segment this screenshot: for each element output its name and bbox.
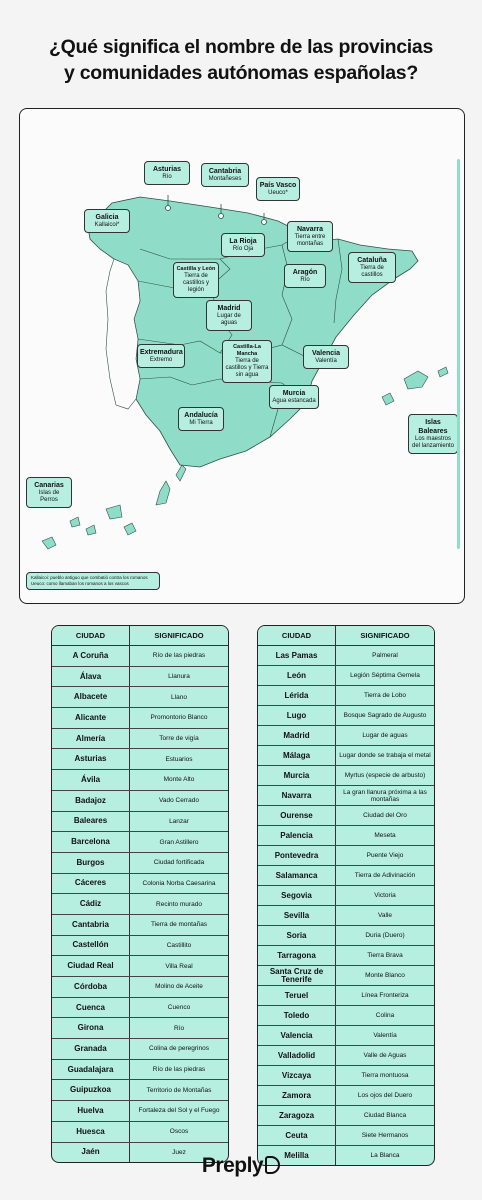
table-row xyxy=(258,806,434,826)
label-aragon: Aragón Río xyxy=(284,264,326,288)
cell-significado: Vado Cerrado xyxy=(159,797,199,805)
cell-ciudad: Salamanca xyxy=(258,866,336,885)
table-row xyxy=(258,1066,434,1086)
cell-significado: Ciudad fortificada xyxy=(153,859,205,867)
cell-ciudad: Baleares xyxy=(52,812,130,832)
table-row xyxy=(258,886,434,906)
table-row xyxy=(52,1060,228,1081)
cell-significado: Cuenco xyxy=(167,1004,191,1012)
cell-significado: Oscos xyxy=(169,1128,189,1136)
cell-ciudad: Albacete xyxy=(52,687,130,707)
cell-ciudad: Segovia xyxy=(258,886,336,905)
cell-significado: Llanura xyxy=(168,673,190,681)
cell-significado: Torre de vigía xyxy=(159,735,199,743)
table-row xyxy=(258,1046,434,1066)
label-cantabria: Cantabria Montañeses xyxy=(201,163,249,187)
cell-significado: Fortaleza del Sol y el Fuego xyxy=(138,1107,220,1115)
cell-significado: Castillito xyxy=(166,941,192,949)
table-row xyxy=(258,866,434,886)
cell-ciudad: A Coruña xyxy=(52,646,130,666)
cell-ciudad: Ceuta xyxy=(258,1126,336,1145)
cell-ciudad: Teruel xyxy=(258,986,336,1005)
table-row xyxy=(258,666,434,686)
table-row xyxy=(258,986,434,1006)
cell-significado: Los ojos del Duero xyxy=(357,1092,413,1099)
label-murcia: Murcia Agua estancada xyxy=(269,385,319,409)
header-ciudad: CIUDAD xyxy=(258,626,336,645)
cell-significado: Llano xyxy=(171,693,187,701)
table-row xyxy=(258,906,434,926)
table-row xyxy=(258,946,434,966)
cell-ciudad: Lugo xyxy=(258,706,336,725)
table-row xyxy=(52,874,228,895)
label-galicia: Galicia Kallaicoi* xyxy=(84,209,130,233)
page-title xyxy=(0,34,482,86)
baleares-shape xyxy=(404,371,428,389)
cell-significado: Myrtus (especie de arbusto) xyxy=(344,772,426,779)
cell-ciudad: Jaén xyxy=(52,1143,130,1163)
table-header xyxy=(52,626,228,646)
spain-map-card xyxy=(19,108,465,604)
table-row xyxy=(52,646,228,667)
table-row xyxy=(52,687,228,708)
table-row xyxy=(258,926,434,946)
table-row xyxy=(258,1086,434,1106)
cell-ciudad: Barcelona xyxy=(52,832,130,852)
cell-significado: Palmeral xyxy=(372,652,398,659)
table-row xyxy=(52,708,228,729)
cell-ciudad: Murcia xyxy=(258,766,336,785)
cell-significado: Duria (Duero) xyxy=(365,932,405,939)
cell-ciudad: Cáceres xyxy=(52,874,130,894)
cell-ciudad: Huelva xyxy=(52,1101,130,1121)
cell-significado: Ciudad Blanca xyxy=(363,1112,407,1119)
cell-significado: Monte Alto xyxy=(163,776,195,784)
cell-ciudad: Girona xyxy=(52,1018,130,1038)
cell-significado: Siete Hermanos xyxy=(361,1132,409,1139)
table-header xyxy=(258,626,434,646)
cell-ciudad: Ourense xyxy=(258,806,336,825)
table-row xyxy=(52,1101,228,1122)
table-row xyxy=(52,1018,228,1039)
cell-ciudad: Melilla xyxy=(258,1146,336,1165)
cell-significado: Meseta xyxy=(374,832,396,839)
table-right xyxy=(257,625,435,1166)
label-andalucia: Andalucía Mi Tierra xyxy=(178,407,224,431)
cell-ciudad: Pontevedra xyxy=(258,846,336,865)
cell-significado: Tierra Brava xyxy=(367,952,403,959)
cell-ciudad: Soria xyxy=(258,926,336,945)
cell-ciudad: Valencia xyxy=(258,1026,336,1045)
cell-ciudad: Madrid xyxy=(258,726,336,745)
header-ciudad: CIUDAD xyxy=(52,626,130,645)
cell-ciudad: Las Pamas xyxy=(258,646,336,665)
label-la-rioja: La Rioja Río Oja xyxy=(221,233,265,257)
cell-ciudad: Zamora xyxy=(258,1086,336,1105)
table-row xyxy=(52,832,228,853)
cell-ciudad: Lérida xyxy=(258,686,336,705)
cell-significado: Colina de peregrinos xyxy=(149,1045,209,1053)
table-row xyxy=(258,726,434,746)
cell-significado: Colonia Norba Caesarina xyxy=(142,879,216,887)
cell-significado: Río xyxy=(173,1024,185,1032)
cell-significado: Tierra de montañas xyxy=(150,921,208,929)
label-navarra: Navarra Tierra entre montañas xyxy=(287,221,333,252)
cell-significado: Monte Blanco xyxy=(365,972,405,979)
cell-ciudad: Almería xyxy=(52,729,130,749)
cell-significado: Río de las piedras xyxy=(152,652,206,660)
cell-ciudad: Álava xyxy=(52,667,130,687)
cell-significado: Tierra montuosa xyxy=(361,1072,409,1079)
label-pais-vasco: País Vasco Ueuco* xyxy=(256,177,300,201)
cell-ciudad: Cádiz xyxy=(52,894,130,914)
cell-significado: Territorio de Montañas xyxy=(146,1086,212,1094)
label-valencia: Valencia Valentía xyxy=(303,345,349,369)
header-significado: SIGNIFICADO xyxy=(360,631,410,640)
cell-ciudad: Burgos xyxy=(52,853,130,873)
cell-significado: La gran llanura próxima a las montañas xyxy=(343,788,427,803)
cell-significado: Legión Séptima Gemela xyxy=(350,672,420,679)
cell-significado: Estuarios xyxy=(165,755,193,763)
table-row xyxy=(52,770,228,791)
cell-ciudad: Asturias xyxy=(52,749,130,769)
cell-significado: Tierra de Lobo xyxy=(363,692,407,699)
preply-logo-icon xyxy=(265,1156,280,1174)
cell-ciudad: Zaragoza xyxy=(258,1106,336,1125)
cell-significado: Lanzar xyxy=(169,817,189,825)
cell-significado: Valle de Aguas xyxy=(363,1052,407,1059)
cell-ciudad: Castellón xyxy=(52,936,130,956)
cell-significado: Bosque Sagrado de Augusto xyxy=(343,712,427,719)
label-islas-baleares: Islas Baleares Los maestros del lanzamiento xyxy=(408,414,458,454)
cell-significado: Lugar donde se trabaja el metal xyxy=(339,752,431,759)
table-row xyxy=(52,956,228,977)
header-significado: SIGNIFICADO xyxy=(154,631,204,640)
cell-ciudad: Palencia xyxy=(258,826,336,845)
cell-ciudad: Santa Cruz de Tenerife xyxy=(258,966,336,985)
table-row xyxy=(52,667,228,688)
cell-significado: Juez xyxy=(172,1148,186,1156)
cell-significado: La Blanca xyxy=(370,1152,400,1159)
table-row xyxy=(258,1126,434,1146)
label-castilla-y-leon: Castilla y León Tierra de castillos y legión xyxy=(173,262,219,298)
cell-significado: Valentía xyxy=(373,1032,397,1039)
cell-significado: Río de las piedras xyxy=(152,1066,206,1074)
map-footnote: Kallaicoi: pueblo antiguo que combatió contra los romanos Ueuco: como llamaban los romanos a los vascos xyxy=(26,572,160,590)
label-madrid: Madrid Lugar de aguas xyxy=(206,300,252,331)
cell-ciudad: Toledo xyxy=(258,1006,336,1025)
cell-significado: Lugar de aguas xyxy=(362,732,408,739)
label-cataluna: Cataluña Tierra de castillos xyxy=(348,252,396,283)
label-castilla-la-mancha: Castilla-La Mancha Tierra de castillos y Tierra sin agua xyxy=(222,340,272,383)
table-row xyxy=(52,853,228,874)
title-line-1: ¿Qué significa el nombre de las provincias xyxy=(48,36,434,58)
cell-significado: Ciudad del Oro xyxy=(363,812,407,819)
cell-significado: Villa Real xyxy=(165,962,193,970)
cell-ciudad: Granada xyxy=(52,1039,130,1059)
table-row xyxy=(52,791,228,812)
cell-significado: Tierra de Adivinación xyxy=(354,872,416,879)
table-row xyxy=(52,915,228,936)
table-row xyxy=(258,826,434,846)
cell-ciudad: Navarra xyxy=(258,786,336,805)
table-row xyxy=(258,646,434,666)
table-body xyxy=(52,646,228,1162)
table-row xyxy=(52,894,228,915)
table-left xyxy=(51,625,229,1163)
table-row xyxy=(258,746,434,766)
table-row xyxy=(258,1106,434,1126)
map-scrollbar[interactable] xyxy=(457,159,460,549)
cell-significado: Molino de Aceite xyxy=(155,983,203,991)
ibiza-shape xyxy=(382,393,394,405)
cell-ciudad: Vizcaya xyxy=(258,1066,336,1085)
table-row xyxy=(258,786,434,806)
cell-significado: Puente Viejo xyxy=(366,852,404,859)
table-row xyxy=(258,846,434,866)
cell-ciudad: León xyxy=(258,666,336,685)
table-row xyxy=(52,1122,228,1143)
cell-ciudad: Córdoba xyxy=(52,977,130,997)
table-row xyxy=(258,1006,434,1026)
table-row xyxy=(258,686,434,706)
table-row xyxy=(52,936,228,957)
table-row xyxy=(258,766,434,786)
cell-ciudad: Ciudad Real xyxy=(52,956,130,976)
cell-significado: Colina xyxy=(375,1012,395,1019)
cell-significado: Valle xyxy=(378,912,392,919)
table-row xyxy=(258,966,434,986)
preply-logo: Preply xyxy=(0,1154,482,1178)
cell-ciudad: Cuenca xyxy=(52,998,130,1018)
table-row xyxy=(52,729,228,750)
table-row xyxy=(52,749,228,770)
label-extremadura: Extremadura Extremo xyxy=(137,344,185,368)
label-asturias: Asturias Río xyxy=(144,161,190,185)
cell-ciudad: Cantabria xyxy=(52,915,130,935)
table-row xyxy=(258,706,434,726)
cell-significado: Promontorio Blanco xyxy=(150,714,208,722)
cell-ciudad: Valladolid xyxy=(258,1046,336,1065)
label-canarias: Canarias Islas de Perros xyxy=(26,477,72,508)
cell-ciudad: Guadalajara xyxy=(52,1060,130,1080)
title-line-2: y comunidades autónomas españolas? xyxy=(64,62,418,84)
cell-ciudad: Guipuzkoa xyxy=(52,1080,130,1100)
table-row xyxy=(52,977,228,998)
cell-significado: Línea Fronteriza xyxy=(361,992,409,999)
cell-ciudad: Málaga xyxy=(258,746,336,765)
cell-ciudad: Badajoz xyxy=(52,791,130,811)
table-row xyxy=(258,1026,434,1046)
table-row xyxy=(52,1039,228,1060)
table-row xyxy=(52,812,228,833)
cell-ciudad: Huesca xyxy=(52,1122,130,1142)
table-row xyxy=(52,998,228,1019)
cell-significado: Recinto murado xyxy=(156,900,202,908)
table-body xyxy=(258,646,434,1165)
cell-ciudad: Sevilla xyxy=(258,906,336,925)
cell-ciudad: Tarragona xyxy=(258,946,336,965)
menorca-shape xyxy=(438,367,448,377)
table-row xyxy=(52,1080,228,1101)
cell-significado: Gran Astillero xyxy=(159,838,199,846)
cell-significado: Victoria xyxy=(374,892,396,899)
cell-ciudad: Ávila xyxy=(52,770,130,790)
cell-ciudad: Alicante xyxy=(52,708,130,728)
portugal-shape xyxy=(106,259,140,409)
